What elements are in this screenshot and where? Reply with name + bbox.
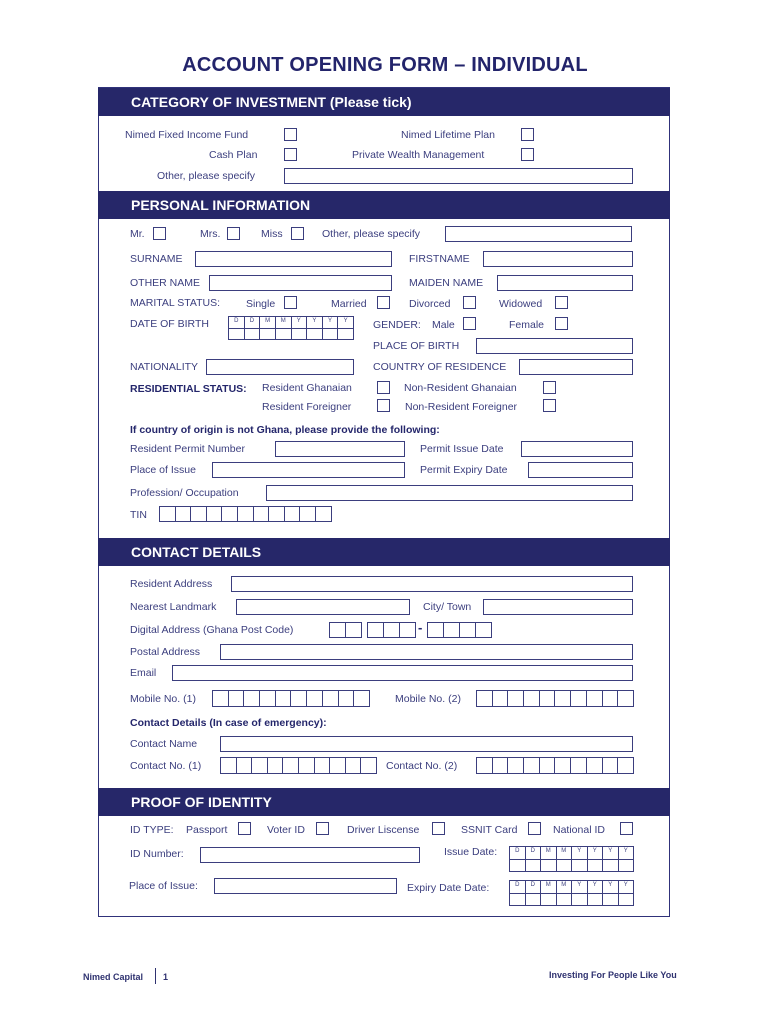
- label-mr: Mr.: [130, 228, 145, 240]
- label-place-of-birth: PLACE OF BIRTH: [373, 340, 460, 352]
- label-id-type: ID TYPE:: [130, 824, 174, 836]
- input-permit-issue[interactable]: [521, 441, 633, 457]
- label-dob: DATE OF BIRTH: [130, 318, 209, 330]
- input-country-residence[interactable]: [519, 359, 633, 375]
- checkbox-nonresident-foreigner[interactable]: [543, 399, 556, 412]
- checkbox-resident-foreigner[interactable]: [377, 399, 390, 412]
- dob-grid[interactable]: D D M M Y Y Y Y: [228, 316, 354, 340]
- input-proof-place-issue[interactable]: [214, 878, 397, 894]
- checkbox-drivers-license[interactable]: [432, 822, 445, 835]
- label-resident-address: Resident Address: [130, 578, 213, 590]
- input-profession[interactable]: [266, 485, 633, 501]
- label-single: Single: [246, 298, 276, 310]
- label-private-wealth: Private Wealth Management: [352, 149, 485, 161]
- label-contact-name: Contact Name: [130, 738, 198, 750]
- input-id-number[interactable]: [200, 847, 420, 863]
- label-place-issue: Place of Issue: [130, 464, 196, 476]
- input-tin[interactable]: [159, 506, 332, 522]
- label-other-name: OTHER NAME: [130, 277, 201, 289]
- label-mrs: Mrs.: [200, 228, 221, 240]
- label-digital-address: Digital Address (Ghana Post Code): [130, 624, 294, 636]
- label-landmark: Nearest Landmark: [130, 601, 217, 613]
- checkbox-mr[interactable]: [153, 227, 166, 240]
- label-ssnit-card: SSNIT Card: [461, 824, 518, 836]
- checkbox-widowed[interactable]: [555, 296, 568, 309]
- label-mobile-2: Mobile No. (2): [395, 693, 461, 705]
- label-miss: Miss: [261, 228, 283, 240]
- label-contact-no-1: Contact No. (1): [130, 760, 202, 772]
- input-category-other[interactable]: [284, 168, 633, 184]
- checkbox-ssnit-card[interactable]: [528, 822, 541, 835]
- checkbox-male[interactable]: [463, 317, 476, 330]
- checkbox-female[interactable]: [555, 317, 568, 330]
- input-landmark[interactable]: [236, 599, 410, 615]
- input-postal-address[interactable]: [220, 644, 633, 660]
- label-widowed: Widowed: [499, 298, 543, 310]
- input-digital-address-district[interactable]: [367, 622, 416, 638]
- label-male: Male: [432, 319, 455, 331]
- label-permit-number: Resident Permit Number: [130, 443, 245, 455]
- label-email: Email: [130, 667, 157, 679]
- label-title-other: Other, please specify: [322, 228, 421, 240]
- label-firstname: FIRSTNAME: [409, 253, 470, 265]
- label-nationality: NATIONALITY: [130, 361, 199, 373]
- label-id-number: ID Number:: [130, 848, 184, 860]
- label-residential-status: RESIDENTIAL STATUS:: [130, 383, 247, 395]
- label-mobile-1: Mobile No. (1): [130, 693, 196, 705]
- section-header-personal: PERSONAL INFORMATION: [98, 191, 670, 219]
- input-contact-no-2[interactable]: [476, 757, 634, 774]
- input-maiden-name[interactable]: [497, 275, 633, 291]
- label-surname: SURNAME: [130, 253, 183, 265]
- label-country-residence: COUNTRY OF RESIDENCE: [373, 361, 507, 373]
- input-digital-address-region[interactable]: [329, 622, 362, 638]
- label-cash-plan: Cash Plan: [209, 149, 258, 161]
- emergency-heading: Contact Details (In case of emergency):: [130, 717, 327, 729]
- checkbox-mrs[interactable]: [227, 227, 240, 240]
- checkbox-single[interactable]: [284, 296, 297, 309]
- label-divorced: Divorced: [409, 298, 451, 310]
- label-issue-date: Issue Date:: [444, 846, 498, 858]
- section-header-contact: CONTACT DETAILS: [98, 538, 670, 566]
- origin-note: If country of origin is not Ghana, please provide the following:: [130, 424, 440, 436]
- label-nonresident-foreigner: Non-Resident Foreigner: [405, 401, 518, 413]
- input-place-issue[interactable]: [212, 462, 405, 478]
- label-category-other: Other, please specify: [157, 170, 256, 182]
- footer-tagline: Investing For People Like You: [549, 970, 677, 980]
- label-gender: GENDER:: [373, 319, 421, 331]
- footer-divider: [155, 968, 156, 984]
- section-header-category: CATEGORY OF INVESTMENT (Please tick): [98, 88, 670, 116]
- label-marital-status: MARITAL STATUS:: [130, 297, 221, 309]
- input-permit-expiry[interactable]: [528, 462, 633, 478]
- checkbox-lifetime-plan[interactable]: [521, 128, 534, 141]
- input-title-other[interactable]: [445, 226, 632, 242]
- checkbox-cash-plan[interactable]: [284, 148, 297, 161]
- label-tin: TIN: [130, 509, 147, 521]
- checkbox-private-wealth[interactable]: [521, 148, 534, 161]
- label-nonresident-ghanaian: Non-Resident Ghanaian: [404, 382, 517, 394]
- label-postal-address: Postal Address: [130, 646, 201, 658]
- footer-page-number: 1: [163, 972, 169, 982]
- label-proof-place-issue: Place of Issue:: [129, 880, 198, 892]
- input-permit-number[interactable]: [275, 441, 405, 457]
- label-fixed-income: Nimed Fixed Income Fund: [125, 129, 249, 141]
- input-mobile-2[interactable]: [476, 690, 634, 707]
- label-national-id: National ID: [553, 824, 605, 836]
- label-permit-issue: Permit Issue Date: [420, 443, 504, 455]
- label-passport: Passport: [186, 824, 228, 836]
- input-contact-name[interactable]: [220, 736, 633, 752]
- label-permit-expiry: Permit Expiry Date: [420, 464, 508, 476]
- section-header-proof: PROOF OF IDENTITY: [98, 788, 670, 816]
- input-resident-address[interactable]: [231, 576, 633, 592]
- input-place-of-birth[interactable]: [476, 338, 633, 354]
- input-contact-no-1[interactable]: [220, 757, 377, 774]
- issue-date-grid[interactable]: D D M M Y Y Y Y: [509, 846, 634, 872]
- checkbox-national-id[interactable]: [620, 822, 633, 835]
- label-city: City/ Town: [423, 601, 472, 613]
- checkbox-married[interactable]: [377, 296, 390, 309]
- input-other-name[interactable]: [209, 275, 392, 291]
- input-mobile-1[interactable]: [212, 690, 370, 707]
- checkbox-resident-ghanaian[interactable]: [377, 381, 390, 394]
- checkbox-fixed-income[interactable]: [284, 128, 297, 141]
- label-drivers-license: Driver Liscense: [347, 824, 420, 836]
- label-female: Female: [509, 319, 545, 331]
- checkbox-passport[interactable]: [238, 822, 251, 835]
- checkbox-voter-id[interactable]: [316, 822, 329, 835]
- label-married: Married: [331, 298, 367, 310]
- label-voter-id: Voter ID: [267, 824, 305, 836]
- label-resident-ghanaian: Resident Ghanaian: [262, 382, 352, 394]
- label-maiden-name: MAIDEN NAME: [409, 277, 484, 289]
- checkbox-miss[interactable]: [291, 227, 304, 240]
- checkbox-nonresident-ghanaian[interactable]: [543, 381, 556, 394]
- label-resident-foreigner: Resident Foreigner: [262, 401, 352, 413]
- input-email[interactable]: [172, 665, 633, 681]
- checkbox-divorced[interactable]: [463, 296, 476, 309]
- page-title: ACCOUNT OPENING FORM – INDIVIDUAL: [182, 54, 588, 76]
- input-surname[interactable]: [195, 251, 392, 267]
- input-firstname[interactable]: [483, 251, 633, 267]
- label-expiry-date: Expiry Date Date:: [407, 882, 490, 894]
- expiry-date-grid[interactable]: D D M M Y Y Y Y: [509, 880, 634, 906]
- label-lifetime-plan: Nimed Lifetime Plan: [401, 129, 495, 141]
- label-contact-no-2: Contact No. (2): [386, 760, 458, 772]
- label-profession: Profession/ Occupation: [130, 487, 239, 499]
- footer-company: Nimed Capital: [83, 972, 144, 982]
- input-digital-address-number[interactable]: [427, 622, 492, 638]
- input-city[interactable]: [483, 599, 633, 615]
- digital-address-dash: -: [418, 620, 423, 635]
- input-nationality[interactable]: [206, 359, 354, 375]
